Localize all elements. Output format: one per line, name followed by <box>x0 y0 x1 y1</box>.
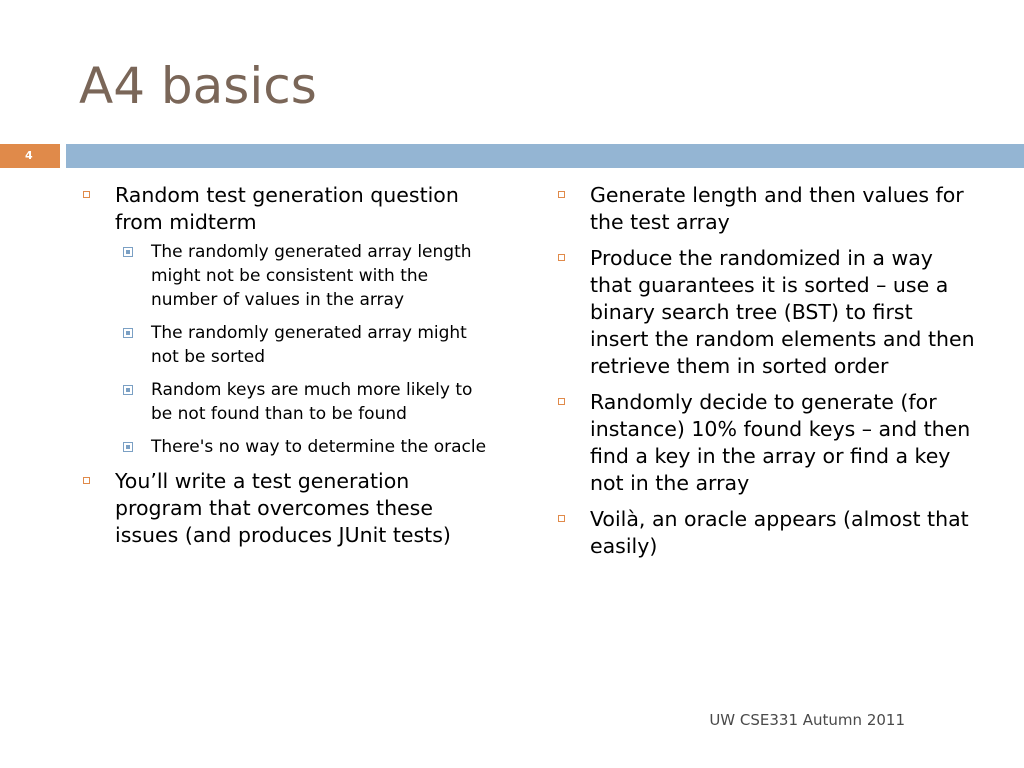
filled-square-bullet-icon <box>123 385 133 395</box>
sub-list-item-text: The randomly generated array length might not be consistent with the number of values in the array <box>151 242 472 310</box>
slide-number: 4 <box>0 144 60 168</box>
sub-list-item <box>115 435 490 459</box>
square-bullet-icon <box>558 191 565 198</box>
list-item <box>80 468 490 549</box>
list-item <box>555 245 975 380</box>
right-bullet-list <box>555 182 975 560</box>
square-bullet-icon <box>558 515 565 522</box>
square-bullet-icon <box>83 477 90 484</box>
filled-square-bullet-icon <box>123 442 133 452</box>
accent-bar <box>66 144 1024 168</box>
left-column <box>80 182 490 558</box>
list-item-text: Produce the randomized in a way that guarantees it is sorted – use a binary search tree (BST) to first insert the random elements and then retrieve them in sorted order <box>590 246 975 378</box>
slide-title: A4 basics <box>79 57 317 115</box>
left-bullet-list <box>80 182 490 549</box>
list-item <box>80 182 490 459</box>
square-bullet-icon <box>558 398 565 405</box>
header-band <box>0 144 1024 168</box>
list-item-text: You’ll write a test generation program that overcomes these issues (and produces JUnit tests) <box>115 469 451 547</box>
sub-bullet-list <box>115 240 490 459</box>
list-item <box>555 506 975 560</box>
filled-square-bullet-icon <box>123 247 133 257</box>
sub-list-item-text: There's no way to determine the oracle <box>151 437 487 457</box>
sub-list-item-text: The randomly generated array might not be sorted <box>151 323 467 367</box>
list-item-text: Generate length and then values for the test array <box>590 183 964 234</box>
list-item-text: Randomly decide to generate (for instance) 10% found keys – and then find a key in the array or find a key not in the array <box>590 390 971 495</box>
filled-square-bullet-icon <box>123 328 133 338</box>
list-item-text: Random test generation question from midterm <box>115 183 459 234</box>
sub-list-item <box>115 378 490 426</box>
sub-list-item <box>115 321 490 369</box>
right-column <box>555 182 975 569</box>
list-item <box>555 182 975 236</box>
square-bullet-icon <box>83 191 90 198</box>
sub-list-item-text: Random keys are much more likely to be not found than to be found <box>151 380 473 424</box>
square-bullet-icon <box>558 254 565 261</box>
list-item-text: Voilà, an oracle appears (almost that easily) <box>590 507 969 558</box>
list-item <box>555 389 975 497</box>
slide-footer: UW CSE331 Autumn 2011 <box>709 711 905 729</box>
sub-list-item <box>115 240 490 312</box>
